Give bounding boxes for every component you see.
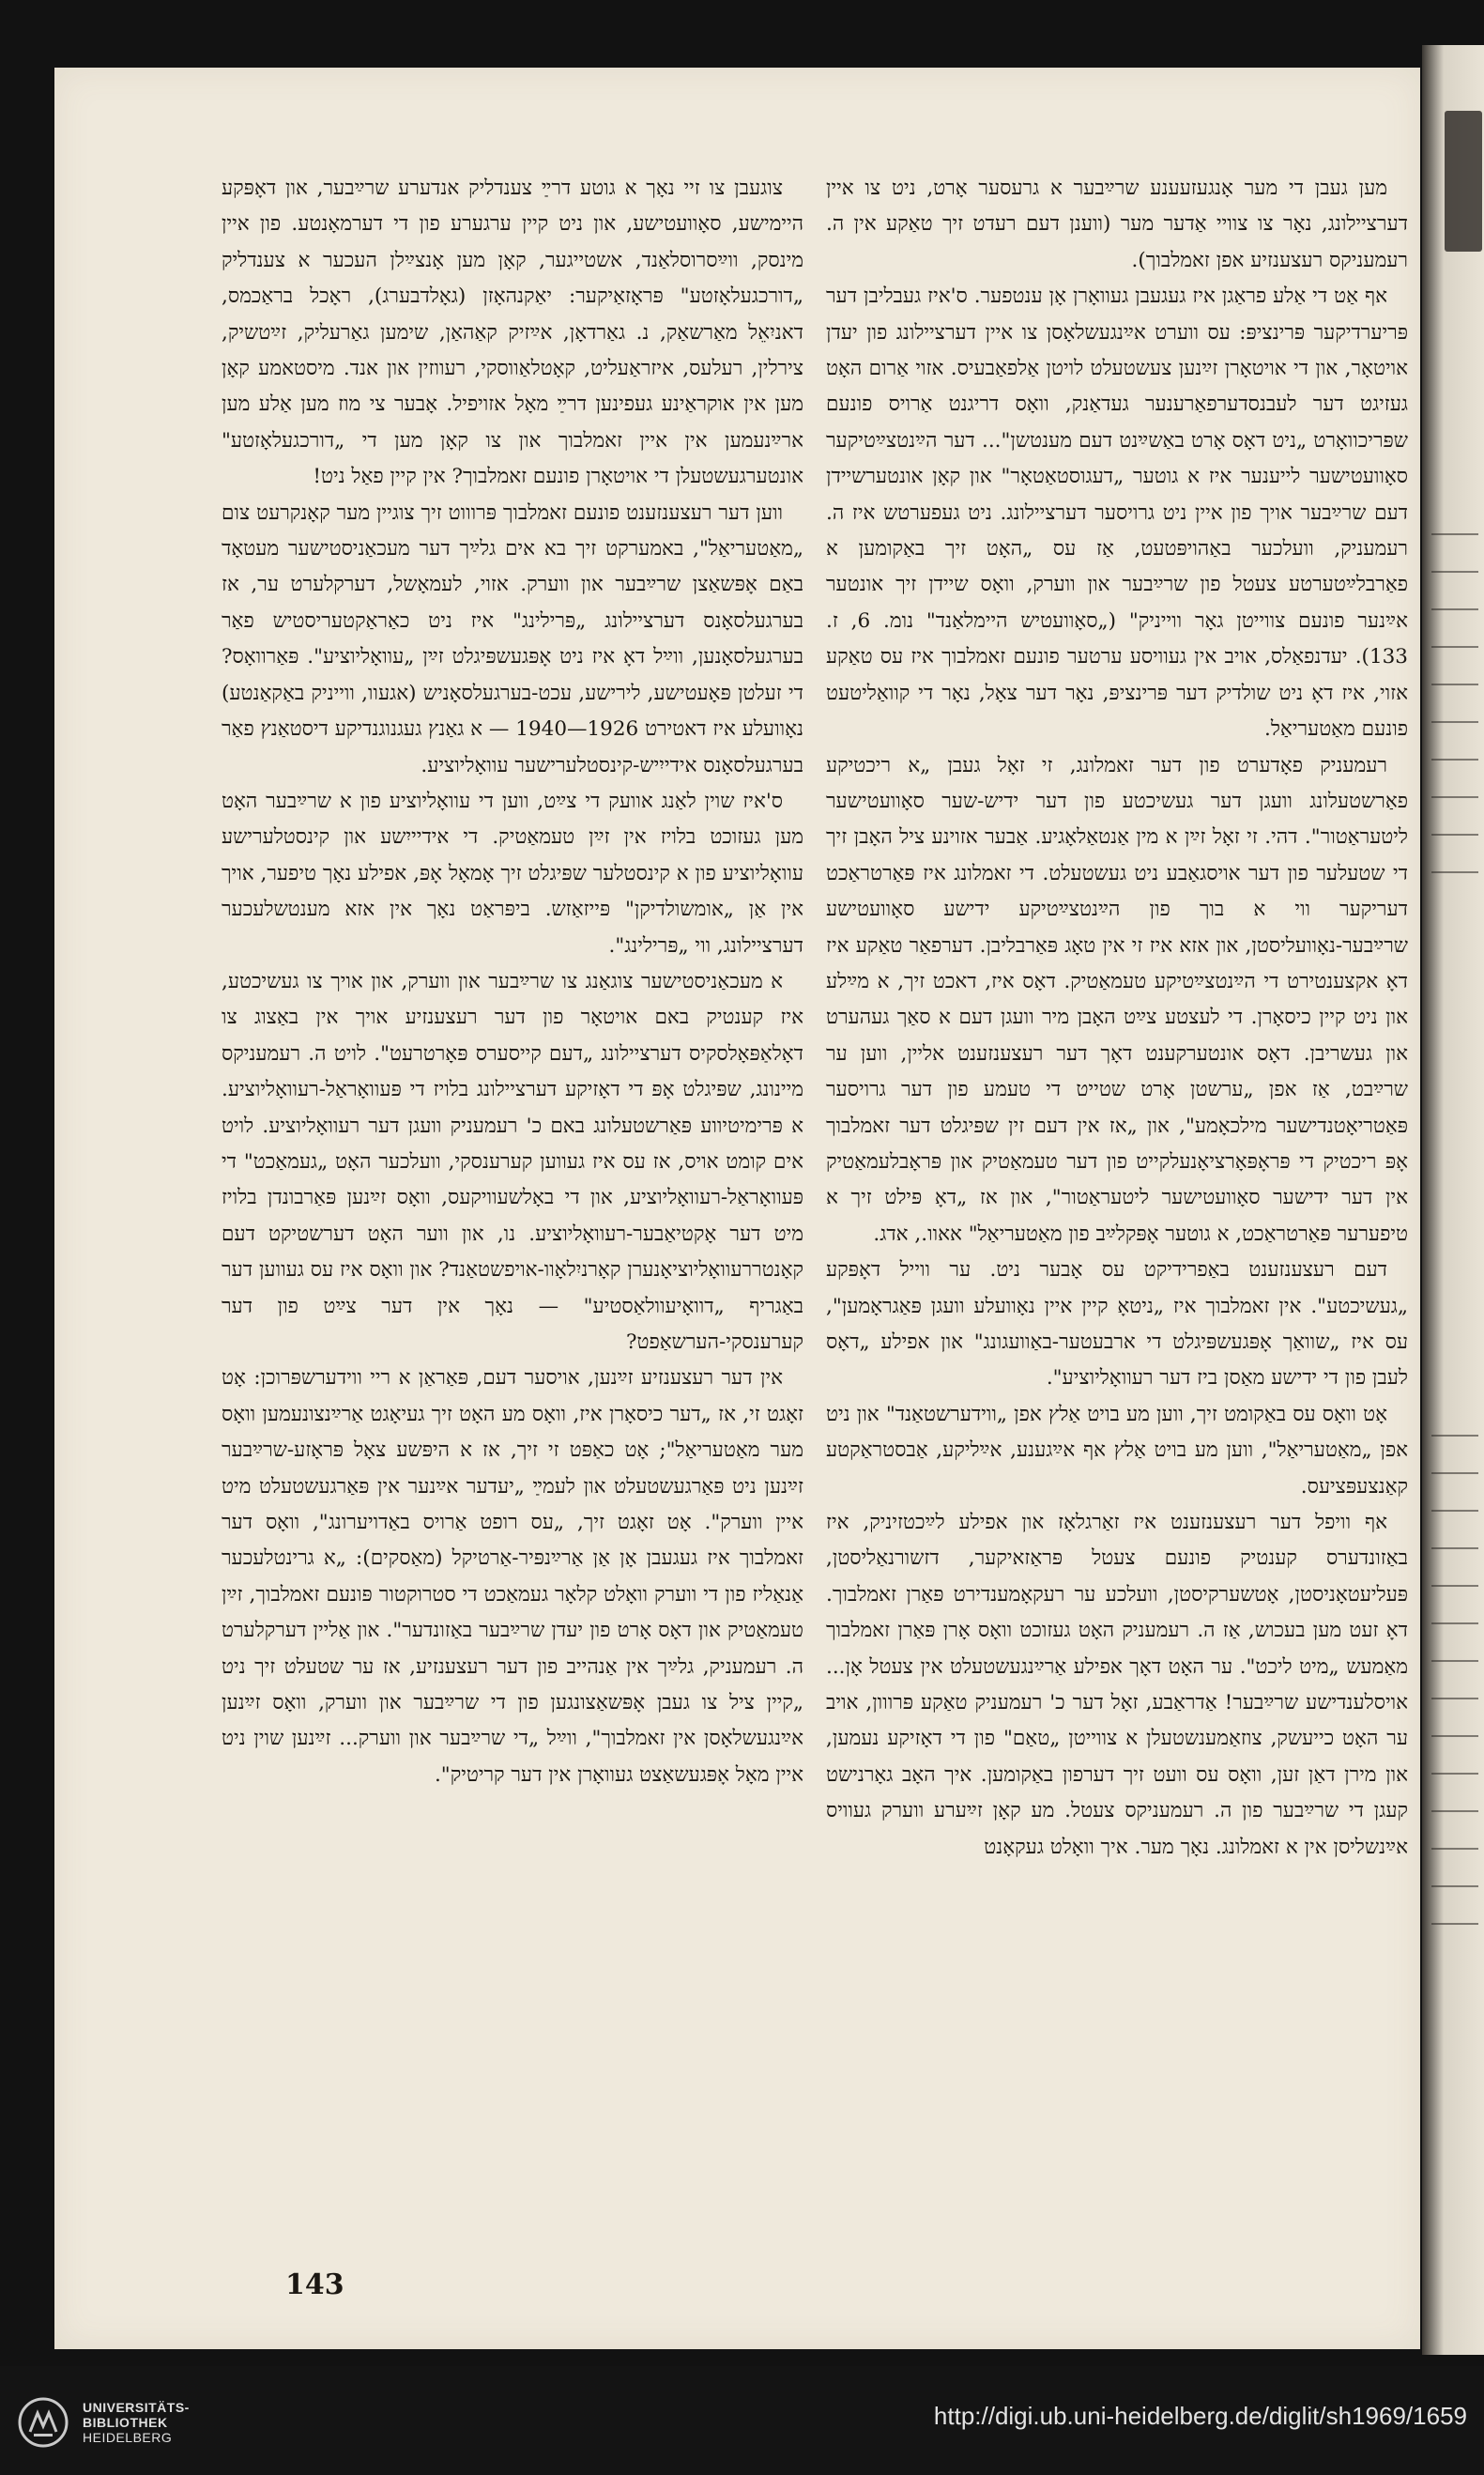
- viewer-footer: [0, 2366, 1484, 2475]
- library-logo-text[interactable]: [83, 2400, 190, 2445]
- adjacent-page-edge: [1422, 45, 1484, 2355]
- left-text-column: [222, 171, 803, 1793]
- logo-line: BIBLIOTHEK: [83, 2415, 168, 2430]
- paragraph: א מעכאַניסטישער צוגאַנג צו שרײַבער און ווערק, און אויך צו געשיכטע, איז קענטיק באם אויטאָר פון דער רעצענזיע אויך אין באַצוג צו דאָלאַפּאָלסקיס דערציילונג „דעם קייסערס פּאָרטרעט". לויט ה. רעמעניקס מיינונג, שפּיגלט אָפּ די דאָזיקע דערציילונג בלויז די פּעוואָראַל-רעוואָליוציע. א פּרימיטיווע פּאַרשטעלונג באם כ' רעמעניק וועגן דער רעוואָליוציע. לויט אים קומט אויס, אז עס איז געווען קערענסקי, וועלכער האָט „געמאַכט" די פּעוואָראַל-רעוואָליוציע, און די באָלשעוויקעס, וואָס זײַנען פּאַרבונדן בלויז מיט דער אָקטיאַבער-רעוואָליוציע. נו, און ווער האָט דערשטיקט דעם קאָנטררעוואָליוציאָנערן קאָרניִלאָוו-אויפשטאַנד? און וואָס איז עס געווען דער באַגריף „דוואָיעוולאַסטיע" — נאָך אין דער צײַט פון דער קערענסקי-הערשאַפט?: [222, 969, 803, 1354]
- paragraph: דעם רעצענזענט באַפרידיקט עס אָבער ניט. ער ווייל דאָפּקע „געשיכטע". אין זאמלבוך איז „ניטאָ קיין איין נאָוועלע וועגן פּאַגראָמען", עס איז „שוואַך אָפּגעשפּיגלט די ארבעטער-באַוועגונג" און אפילע „דאָס לעבן פון די ידישע מאַסן ביז דער רעוואָליוציע".: [826, 1258, 1408, 1391]
- logo-line: HEIDELBERG: [83, 2430, 173, 2445]
- paragraph: רעמעניק פאָדערט פון דער זאמלונג, זי זאָל געבן „א ריכטיקע פאַרשטעלונג וועגן דער געשיכטע פון דער ידיש-שער סאָוועטישער ליטעראַטור". דהי. זי זאָל זײַן א מין אַנטאַלאָגיע. אַבער אזוינע ציל האָבן זיך די שטעלער פון דער אויסגאַבע ניט געשטעלט. די זאמלונג איז פּאַרטראַכט דעריקער ווי א בוך פון הײַנטצײַטיקע ידישע סאָוועטישע שרײַבער-נאָוועליסטן, און אזא איז זי אין טאָג פּאַרבליבן. דערפאַר טאַקע איז דאָ אקצענטירט די הײַנטצײַטיקע טעמאַטיק. דאָס איז, דאכט זיך, א מײַלע און ניט קיין כיסאָרן. די לעצטע צײַט האָבן מיר וועגן דעם א סאַך געהערט און געשריבן. דאָס אונטערקענט דאָך דער רעצענזענט אליין, ווען ער שרײַבט, אַז אפן „ערשטן אָרט שטייט די טעמע פון דער גרויסער פּאַטריאָטנדישער מילכאָמע", און „אז אין דעם זין שפּיגלט דער זאמלבוך אָפּ ריכטיק די פּראָפּאָרציאָנעלקייט פון דער טעמאַטיק און פּראָבלעמאַטיק אין דער ידישער סאָוועטישער ליטעראַטור", און אז „דאָ פּילט זיך א טיפערער פּאַרטראַכט, א גוטער אָפּקלײַב פון מאַטעריאַל" אאוו., אדג.: [826, 753, 1408, 1246]
- permalink-url[interactable]: http://digi.ub.uni-heidelberg.de/diglit/sh1969/1659: [933, 2402, 1467, 2430]
- book-page: [54, 68, 1420, 2349]
- paragraph: אף וויפל דער רעצענזענט איז זאַרגלאָז און אפילע לײַכטזיניק, איז באַזונדערס קענטיק פונעם צעטל פּראַזאיקער, דזשורנאַליסטן, פּעליעטאָניסטן, אָטשערקיסטן, וועלכע ער רעקאָמענדירט פּאַרן זאמלבוך. דאָ זעט מען בעכוש, אַז ה. רעמעניק האָט געזוכט וואָס אָרן פּאַרן זאמלבוך מאַמעש „מיט ליכט". ער האָט דאָך אפילע אַרײַנגעשטעלט אין צעטל אָן... אויסלענדישע שרײַבער! אַדראַבע, זאָל דער כ' רעמעניק טאַקע פּרווון, אויב ער האָט כייעשק, צוזאַמענשטעלן א צווייטן „טאַם" פון די דאָזיקע נעמען, און מירן דאַן זען, וואָס עס וועט זיך דערפון באַקומען. איך האָב גאָרנישט קעגן די שרײַבער פון ה. רעמעניקס צעטל. מע קאָן זײַערע ווערק געוויס אײַנשליסן אין א זאמלונג. נאָך מער. איך וואָלט געקאָנט: [826, 1511, 1408, 1859]
- university-library-seal-icon: [17, 2396, 69, 2449]
- paragraph: ס'איז שוין לאַנג אוועק די צײַט, ווען די עוואָליוציע פון א שרײַבער האָט מען געזוכט בלויז אין זײַן טעמאַטיק. די אידיייִשע און קינסטלערישע עוואָליוציע פון א קינסטלער שפּיגלט זיך אָמאָל אָפּ, אפילע נאָך טיפער, אויך אין אַן „אומשולדיקן" פּייזאַזש. ביפּראַט נאָך אין אזא מענטשלעכער דערציילונג, ווי „פּרילינג".: [222, 789, 803, 958]
- paragraph: אף אַט די אַלע פראַגן איז געגעבן געוואָרן אָן ענטפער. ס'איז געבליבן דער פּריערדיקער פּרינציפּ: עס ווערט אײַנגעשלאָסן צו איין דערציילונג פון יעדן אויטאָר, און די אויטאָרן זײַנען צעשטעלט לויטן אַלפאַבעיס. אזוי אַרום האָט געזיגט דער לעבנסדערפאַרענער געדאַנק, וואָס דריגנט אַרויס פונעם שפּריכוואָרט „ניט דאָס אָרט באַשײַנט דעם מענטשן"... דער הײַנטצײַטיקער סאָוועטישער לייענער איז א גוטער „דעגוסטאַטאָר" און קאָן אונטערשיידן דעם שרײַבער אויך פון איין ניט גרויסער דערציילונג. ניט געפערטש איז ה. רעמעניק, וועלכער באַהויפּטעט, אַז עס „האָט זיך באַקומען א פאַרבלײַטערטע צעטל פון שרײַבער און ווערק, וואָס שיידן זיך אונטער אײַנער פונעם צווייטן גאָר ווייניק" („סאָוועטיש היימלאַנד" נומ. 6, ז. 133). יעדנפאַלס, אויב אין געוויסע ערטער פונעם זאמלבוך איז עס טאַקע אזוי, איז דאָ ניט שולדיק דער פּרינציפּ, נאָר דער צאָל, נאָר די קוואַליטעט פונעם מאַטעריאַל.: [826, 284, 1408, 742]
- paragraph: ווען דער רעצענזענט פונעם זאמלבוך פּרוווט זיך צוגיין מער קאָנקרעט צום „מאַטעריאַל", באמערקט זיך בא אים גלײַך דער מעכאַניסטישער מעטאָד באַם אָפּשאַצן שרײַבער און ווערק. אזוי, לעמאָשל, דערקלערט ער, אז בערגעלסאָנס דערציילונג „פּרילינג" איז ניט כאַראַקטעריסטיש פאַר בערגעלסאָנען, ווײַל דאָ איז ניט אָפּגעשפּיגלט זײַן „עוואָליוציע". פּאַרוואָס? די זעלטן פּאָעטישע, לירישע, עכט-בערגעלסאָניש (אגעוו, ווייניק באַקאַנטע) נאָוועלע איז דאטירט 1926—1940 — א גאַנץ געגנוגנדיקע דיסטאַנץ פאַר בערגעלסאָנס אידייִיש-קינסטלערישער עוואָליוציע.: [222, 500, 803, 777]
- paragraph: מען געבן די מער אָנגעזעענע שרײַבער א גרעסער אָרט, ניט צו איין דערציילונג, נאָר צו צוויי אַדער מער (ווענן דעם רעדט זיך טאַקע אין ה. רעמעניקס רעצענזיע אפן זאמלבוך).: [826, 177, 1408, 272]
- paragraph: אָט וואָס עס באַקומט זיך, ווען מע בויט אַלץ אפן „ווידערשטאַנד" און ניט אפן „מאַטעריאַל", ווען מע בויט אַלץ אף אײַגענע, אײַליקע, אַבסטראַקטע קאַנצעפּציעס.: [826, 1402, 1408, 1499]
- paragraph: צוגעבן צו זיי נאָך א גוטע דרײַ צענדליק אנדערע שרײַבער, און דאָפּקע היימישע, סאָוועטישע, און ניט קיין ערגערע פון די דערמאָנטע. פון איין מינסק, ווײַסרוסלאַנד, אשטייגער, קאָן מען אָנצײַלן העכער א צענדליק „דורכגעלאָזטע" פּראָזאַיקער: יאַקנהאָזן (גאָלדבערג), ראָכל בראַכמס, דאניִאֵל מאַרשאַק, נ. גאַרדאָן, אײַזיק קאַהאַן, שימען גאַרעליק, זײַטשיק, צירלין, רעלעס, איזראַעליט, קאָטלאַווסקי, רעווזין און אנד. מיסטאמע קאָן מען אין אוקראַינע געפינען דרײַ מאָל אזויפיל. אָבער צי מוז מען אַלע מען ארײַנעמען אין איין זאמלבוך און צו קאָן מען די „דורכגעלאָזטע" אונטערגעשטעלן די אויטאָרן פונעם זאמלבוך? אין קיין פאַל ניט!: [222, 177, 803, 489]
- paragraph: אין דער רעצענזיע זײַנען, אויסער דעם, פּאַראַן א ריי ווידערשפּרוכן: אָט זאָגט זי, אז „דער כיסאָרן איז, וואָס מע האָט זיך געיאָגט אַרײַנצונעמען וואָס מער מאַטעריאַל"; אָט כאַפּט זי זיך, אז א היפּשע צאָל פּראָזע-שרײַבער זײַנען ניט פּאַרגעשטעלט און לעמײַ „יעדער אײַנער אין פּאַרגעשטעלט מיט איין ווערק". אָט זאָגט זיך, „עס רופט אַרויס באַדויערונג", וואָס דער זאמלבוך איז געגעבן אָן אַן אַרײַנפּיר-אַרטיקל (מאַסקים): „א גרינטלעכער אַנאַליז פון די ווערק וואָלט קלאָר געמאַכט די סטרוקטור פּונעם זאמלבוך, זײַן טעמאַטיק און דאָס אָרט פון יעדן שרײַבער באַזונדער". און אַליין דערקלערט ה. רעמעניק, גלײַך אין אַנהייב פון דער רעצענזיע, אז ער שטעלט זיך ניט „קיין ציל צו געבן אָפּשאַצונגען פון די שרײַבער און ווערק, וואָס זײַנען אײַנגעשלאָסן אין זאמלבוך", ווײַל „די שרײַבער און ווערק... זײַנען שוין ניט איין מאָל אָפּגעשאַצט געוואָרן אין דער קריטיק".: [222, 1366, 803, 1787]
- logo-line: UNIVERSITÄTS-: [83, 2400, 190, 2415]
- adjacent-page-heading: [1445, 111, 1482, 252]
- right-text-column: [826, 171, 1408, 1866]
- page-number: 143: [285, 2268, 344, 2301]
